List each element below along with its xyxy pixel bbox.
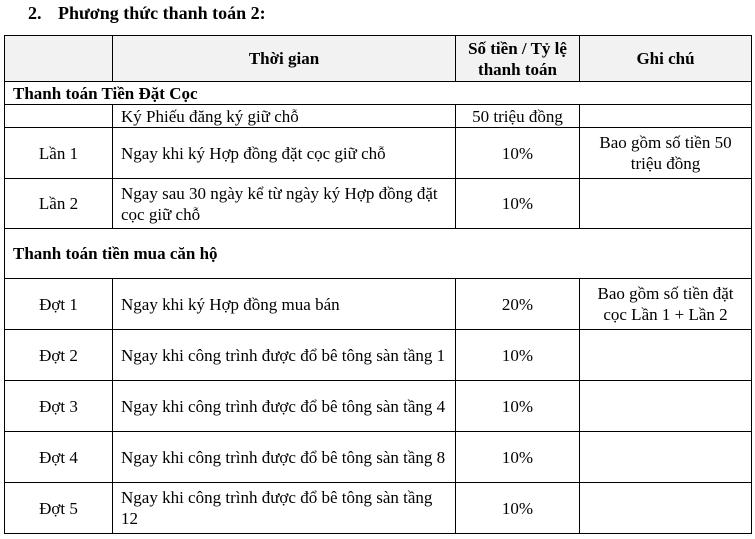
row-time: Ngay khi công trình được đổ bê tông sàn tầng 12 <box>113 483 456 534</box>
row-time: Ngay khi công trình được đổ bê tông sàn tầng 8 <box>113 432 456 483</box>
row-time: Ngay khi ký Hợp đồng đặt cọc giữ chỗ <box>113 128 456 179</box>
purchase-section-title: Thanh toán tiền mua căn hộ <box>5 229 752 279</box>
row-label: Đợt 2 <box>5 330 113 381</box>
table-row <box>5 279 752 330</box>
section-number: 2. <box>28 3 42 23</box>
payment-schedule-table <box>4 35 752 534</box>
row-label: Đợt 1 <box>5 279 113 330</box>
table-row <box>5 330 752 381</box>
row-amount: 10% <box>456 432 580 483</box>
deposit-section-title: Thanh toán Tiền Đặt Cọc <box>5 82 752 105</box>
row-time: Ngay khi công trình được đổ bê tông sàn tầng 4 <box>113 381 456 432</box>
row-amount: 50 triệu đồng <box>456 105 580 128</box>
row-label: Đợt 4 <box>5 432 113 483</box>
section-heading <box>28 3 266 24</box>
header-amount: Số tiền / Tỷ lệ thanh toán <box>456 36 580 82</box>
row-note <box>580 179 752 229</box>
table-header-row <box>5 36 752 82</box>
header-note: Ghi chú <box>580 36 752 82</box>
row-time: Ngay khi ký Hợp đồng mua bán <box>113 279 456 330</box>
row-note <box>580 483 752 534</box>
row-time: Ngay sau 30 ngày kể từ ngày ký Hợp đồng đặt cọc giữ chỗ <box>113 179 456 229</box>
row-amount: 10% <box>456 381 580 432</box>
table-row <box>5 105 752 128</box>
header-time: Thời gian <box>113 36 456 82</box>
row-note: Bao gồm số tiền đặt cọc Lần 1 + Lần 2 <box>580 279 752 330</box>
row-time: Ký Phiếu đăng ký giữ chỗ <box>113 105 456 128</box>
row-label: Đợt 3 <box>5 381 113 432</box>
row-amount: 10% <box>456 330 580 381</box>
row-amount: 10% <box>456 483 580 534</box>
table-row <box>5 483 752 534</box>
row-amount: 20% <box>456 279 580 330</box>
row-label: Đợt 5 <box>5 483 113 534</box>
row-time: Ngay khi công trình được đổ bê tông sàn tầng 1 <box>113 330 456 381</box>
row-label <box>5 105 113 128</box>
row-note <box>580 330 752 381</box>
row-amount: 10% <box>456 128 580 179</box>
row-amount: 10% <box>456 179 580 229</box>
row-note <box>580 432 752 483</box>
table-row <box>5 432 752 483</box>
table-row <box>5 128 752 179</box>
row-label: Lần 1 <box>5 128 113 179</box>
section-title: Phương thức thanh toán 2: <box>58 3 266 23</box>
table-row <box>5 381 752 432</box>
header-label <box>5 36 113 82</box>
table-row <box>5 179 752 229</box>
row-note <box>580 105 752 128</box>
deposit-section-row <box>5 82 752 105</box>
row-label: Lần 2 <box>5 179 113 229</box>
row-note <box>580 381 752 432</box>
purchase-section-row <box>5 229 752 279</box>
row-note: Bao gồm số tiền 50 triệu đồng <box>580 128 752 179</box>
